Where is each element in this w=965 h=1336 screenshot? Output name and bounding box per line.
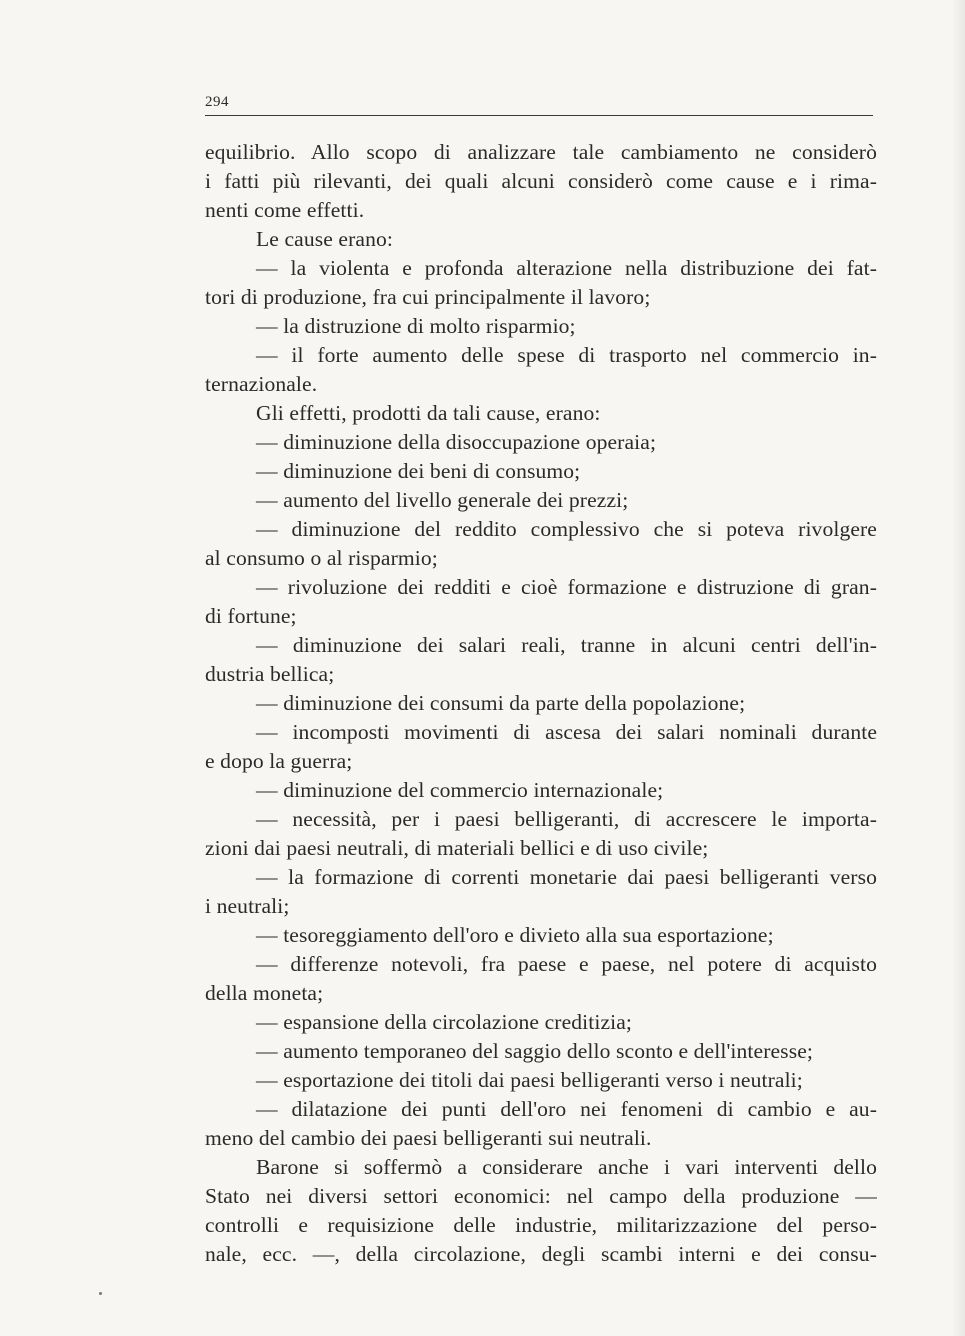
list-item-line: — incomposti movimenti di ascesa dei salari nominali durante <box>256 720 877 744</box>
text-line: al consumo o al risparmio; <box>205 546 438 570</box>
paper-speck <box>99 1292 102 1295</box>
text-line: della moneta; <box>205 981 324 1005</box>
list-item-line: — diminuzione della disoccupazione operaia; <box>256 430 657 454</box>
list-item-line: — diminuzione del reddito complessivo che si poteva rivolgere <box>256 517 877 541</box>
header-rule <box>205 115 873 116</box>
text-line: nale, ecc. —, della circolazione, degli scambi interni e dei consu- <box>205 1242 877 1266</box>
page-edge-shadow <box>951 0 965 1336</box>
list-item-line: — differenze notevoli, fra paese e paese, nel potere di acquisto <box>256 952 877 976</box>
body-text <box>205 138 877 1269</box>
list-item-line: — diminuzione del commercio internazionale; <box>256 778 664 802</box>
list-item-line: — diminuzione dei consumi da parte della popolazione; <box>256 691 746 715</box>
text-line: equilibrio. Allo scopo di analizzare tale cambiamento ne considerò <box>205 140 877 164</box>
text-line: Stato nei diversi settori economici: nel campo della produzione — <box>205 1184 877 1208</box>
list-item-line: — espansione della circolazione creditizia; <box>256 1010 633 1034</box>
list-item-line: — la distruzione di molto risparmio; <box>256 314 576 338</box>
text-line: i neutrali; <box>205 894 290 918</box>
list-item-line: — diminuzione dei salari reali, tranne in alcuni centri dell'in- <box>256 633 877 657</box>
text-line: nenti come effetti. <box>205 198 365 222</box>
text-line: Le cause erano: <box>256 227 393 251</box>
text-line: tori di produzione, fra cui principalmente il lavoro; <box>205 285 651 309</box>
list-item-line: — necessità, per i paesi belligeranti, di accrescere le importa- <box>256 807 877 831</box>
text-line: Barone si soffermò a considerare anche i vari interventi dello <box>256 1155 877 1179</box>
list-item-line: — dilatazione dei punti dell'oro nei fenomeni di cambio e au- <box>256 1097 877 1121</box>
page-number: 294 <box>205 94 229 110</box>
list-item-line: — il forte aumento delle spese di trasporto nel commercio in- <box>256 343 877 367</box>
list-item-line: — aumento del livello generale dei prezzi; <box>256 488 629 512</box>
list-item-line: — tesoreggiamento dell'oro e divieto alla sua esportazione; <box>256 923 774 947</box>
text-line: e dopo la guerra; <box>205 749 353 773</box>
list-item-line: — diminuzione dei beni di consumo; <box>256 459 581 483</box>
list-item-line: — la violenta e profonda alterazione nella distribuzione dei fat- <box>256 256 877 280</box>
list-item-line: — rivoluzione dei redditi e cioè formazione e distruzione di gran- <box>256 575 877 599</box>
list-item-line: — la formazione di correnti monetarie dai paesi belligeranti verso <box>256 865 877 889</box>
text-line: ternazionale. <box>205 372 318 396</box>
text-line: zioni dai paesi neutrali, di materiali bellici e di uso civile; <box>205 836 709 860</box>
list-item-line: — aumento temporaneo del saggio dello sconto e dell'interesse; <box>256 1039 813 1063</box>
text-line: di fortune; <box>205 604 297 628</box>
text-line: dustria bellica; <box>205 662 335 686</box>
text-line: meno del cambio dei paesi belligeranti sui neutrali. <box>205 1126 652 1150</box>
text-line: Gli effetti, prodotti da tali cause, erano: <box>256 401 601 425</box>
text-line: controlli e requisizione delle industrie, militarizzazione del perso- <box>205 1213 877 1237</box>
list-item-line: — esportazione dei titoli dai paesi belligeranti verso i neutrali; <box>256 1068 803 1092</box>
text-line: i fatti più rilevanti, dei quali alcuni considerò come cause e i rima- <box>205 169 877 193</box>
